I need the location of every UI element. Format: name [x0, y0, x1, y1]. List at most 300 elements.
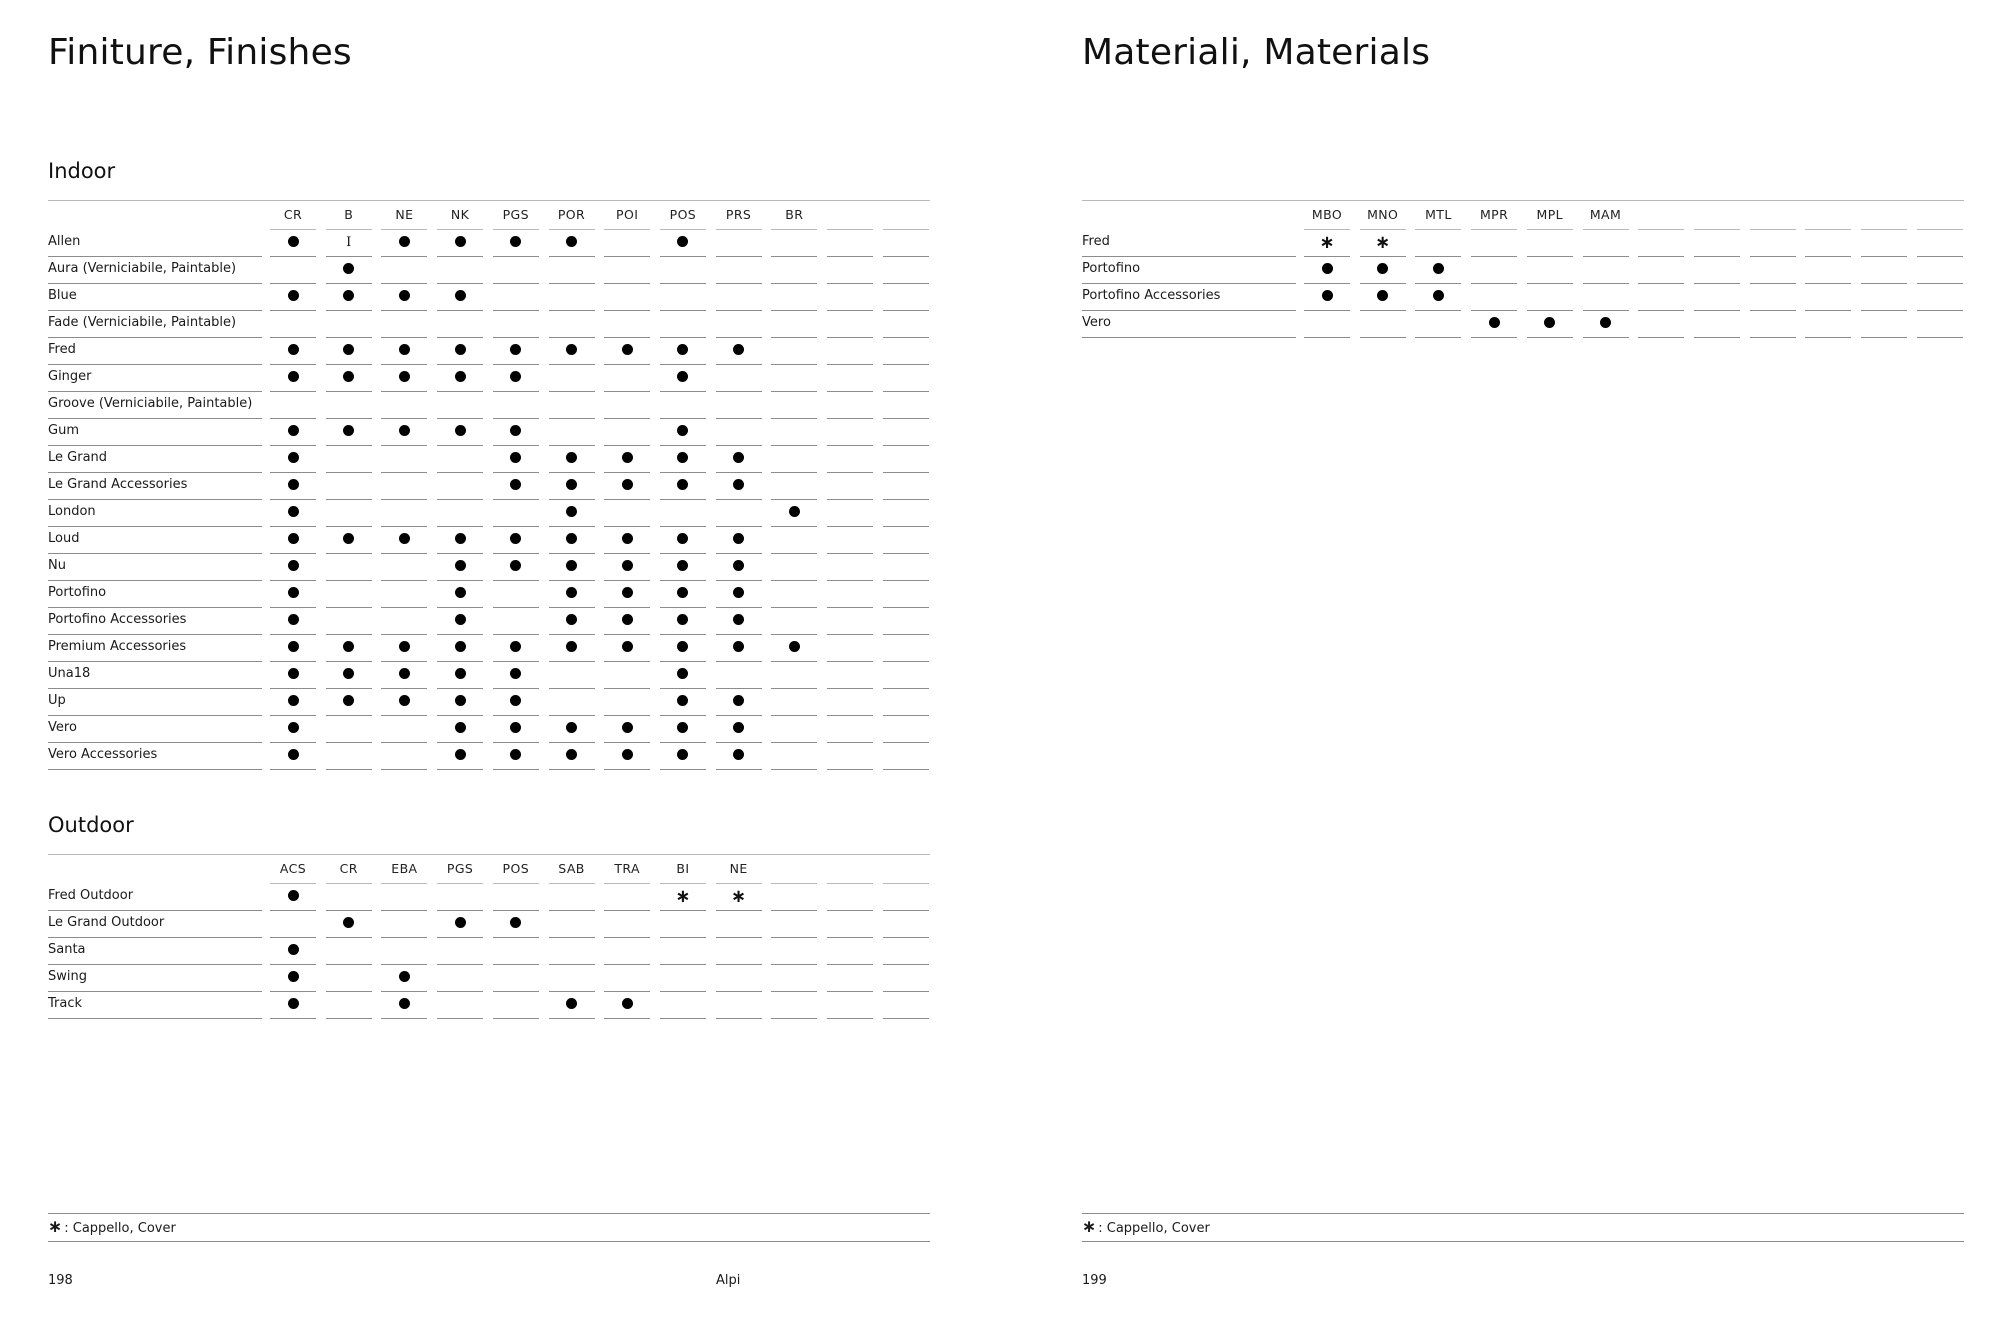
availability-dot-icon [566, 452, 577, 463]
availability-dot-icon [455, 236, 466, 247]
table-cell [660, 500, 706, 527]
table-cell [493, 743, 539, 770]
availability-dot-icon [622, 641, 633, 652]
table-cell [270, 716, 316, 743]
availability-dot-icon [566, 479, 577, 490]
table-cell [716, 992, 762, 1019]
table-cell [270, 938, 316, 965]
table-cell [1638, 284, 1684, 311]
table-row [48, 284, 930, 311]
table-cell [381, 884, 427, 911]
indoor-section-title: Indoor [48, 159, 116, 183]
table-cell [883, 992, 929, 1019]
table-cell [326, 581, 372, 608]
availability-dot-icon [343, 917, 354, 928]
table-cell [549, 311, 595, 338]
table-cell [326, 938, 372, 965]
table-cell [771, 884, 817, 911]
table-cell [883, 938, 929, 965]
table-cell [660, 446, 706, 473]
table-row [48, 938, 930, 965]
indoor-finishes-table [48, 200, 930, 770]
availability-dot-icon [789, 506, 800, 517]
table-cell [437, 419, 483, 446]
column-header: PGS [493, 204, 539, 230]
row-label: Aura (Verniciabile, Paintable) [48, 257, 262, 284]
table-cell [716, 365, 762, 392]
table-cell [549, 338, 595, 365]
table-cell [493, 938, 539, 965]
table-cell [549, 284, 595, 311]
availability-dot-icon [399, 695, 410, 706]
column-header: POS [493, 858, 539, 884]
availability-dot-icon [622, 749, 633, 760]
table-cell [381, 635, 427, 662]
table-cell [493, 365, 539, 392]
table-cell [660, 311, 706, 338]
availability-dot-icon [566, 344, 577, 355]
table-cell [1917, 311, 1963, 338]
table-cell [493, 554, 539, 581]
availability-dot-icon [677, 587, 688, 598]
table-cell [1750, 284, 1796, 311]
availability-dot-icon [566, 236, 577, 247]
table-cell [381, 581, 427, 608]
table-cell [716, 338, 762, 365]
table-cell [771, 689, 817, 716]
column-header: POS [660, 204, 706, 230]
row-label: Blue [48, 284, 262, 311]
asterisk-icon: ∗ [731, 886, 747, 907]
table-cell [326, 608, 372, 635]
table-cell [437, 581, 483, 608]
table-cell [827, 581, 873, 608]
table-cell [326, 365, 372, 392]
table-cell [716, 938, 762, 965]
table-row [48, 689, 930, 716]
table-cell [1415, 284, 1461, 311]
table-cell [1304, 257, 1350, 284]
availability-dot-icon [455, 695, 466, 706]
table-cell [660, 662, 706, 689]
table-cell [549, 500, 595, 527]
table-cell [827, 392, 873, 419]
table-cell [437, 365, 483, 392]
table-row [48, 911, 930, 938]
table-cell [549, 446, 595, 473]
table-cell [660, 965, 706, 992]
table-cell [883, 581, 929, 608]
availability-dot-icon [455, 560, 466, 571]
table-cell [326, 554, 372, 581]
availability-dot-icon [343, 344, 354, 355]
availability-dot-icon [510, 371, 521, 382]
table-cell [1638, 257, 1684, 284]
availability-dot-icon [455, 641, 466, 652]
table-cell [270, 419, 316, 446]
table-cell [660, 392, 706, 419]
column-header: NE [716, 858, 762, 884]
table-cell [549, 419, 595, 446]
availability-dot-icon [677, 695, 688, 706]
table-cell [549, 743, 595, 770]
table-cell [326, 884, 372, 911]
availability-dot-icon [399, 290, 410, 301]
footnote [1082, 1213, 1964, 1242]
table-cell [827, 311, 873, 338]
row-label: Portofino Accessories [48, 608, 262, 635]
table-cell [1583, 311, 1629, 338]
availability-dot-icon [288, 371, 299, 382]
table-cell [716, 689, 762, 716]
table-cell [660, 338, 706, 365]
header-label-spacer [48, 201, 262, 227]
asterisk-icon: ∗ [675, 886, 691, 907]
availability-dot-icon [343, 290, 354, 301]
availability-dot-icon [343, 425, 354, 436]
row-label: Premium Accessories [48, 635, 262, 662]
column-header: CR [270, 204, 316, 230]
table-cell [493, 716, 539, 743]
table-cell [827, 446, 873, 473]
table-cell [437, 689, 483, 716]
table-cell [827, 635, 873, 662]
table-cell [716, 230, 762, 257]
table-cell [549, 635, 595, 662]
availability-dot-icon [288, 695, 299, 706]
table-cell [883, 365, 929, 392]
table-cell [381, 500, 427, 527]
table-cell [1694, 284, 1740, 311]
table-cell [827, 608, 873, 635]
availability-dot-icon [677, 749, 688, 760]
availability-dot-icon [288, 506, 299, 517]
table-cell [827, 884, 873, 911]
table-cell [270, 527, 316, 554]
table-cell [883, 230, 929, 257]
table-cell [660, 608, 706, 635]
table-cell [549, 965, 595, 992]
table-cell [1360, 284, 1406, 311]
table-cell [827, 419, 873, 446]
table-cell [771, 581, 817, 608]
table-cell [326, 392, 372, 419]
table-cell [660, 884, 706, 911]
availability-dot-icon [1600, 317, 1611, 328]
table-cell [549, 662, 595, 689]
column-header: CR [326, 858, 372, 884]
availability-dot-icon [288, 236, 299, 247]
table-cell [660, 635, 706, 662]
column-header: PGS [437, 858, 483, 884]
table-cell [549, 473, 595, 500]
table-row [48, 554, 930, 581]
table-cell [437, 992, 483, 1019]
table-cell [716, 257, 762, 284]
footnote [48, 1213, 930, 1242]
availability-dot-icon [733, 722, 744, 733]
availability-dot-icon [455, 749, 466, 760]
table-cell [381, 419, 427, 446]
table-cell [716, 473, 762, 500]
table-cell [549, 992, 595, 1019]
availability-dot-icon [789, 641, 800, 652]
table-row [1082, 311, 1964, 338]
asterisk-icon: ∗ [48, 1217, 63, 1237]
table-cell [493, 257, 539, 284]
table-cell [660, 992, 706, 1019]
table-cell [1527, 257, 1573, 284]
table-cell [604, 689, 650, 716]
table-row [48, 419, 930, 446]
availability-dot-icon [455, 917, 466, 928]
table-cell [883, 257, 929, 284]
table-cell [326, 473, 372, 500]
availability-dot-icon [1322, 290, 1333, 301]
availability-dot-icon [733, 479, 744, 490]
table-cell [883, 446, 929, 473]
table-cell [326, 311, 372, 338]
table-cell [771, 392, 817, 419]
table-cell [437, 743, 483, 770]
table-cell [493, 689, 539, 716]
table-cell [270, 284, 316, 311]
table-row [48, 311, 930, 338]
availability-dot-icon [343, 263, 354, 274]
column-header [1694, 204, 1740, 230]
table-cell [716, 884, 762, 911]
table-cell [771, 257, 817, 284]
column-header: MNO [1360, 204, 1406, 230]
availability-dot-icon [399, 971, 410, 982]
table-cell [381, 743, 427, 770]
column-header: BI [660, 858, 706, 884]
availability-dot-icon [288, 452, 299, 463]
table-row [48, 992, 930, 1019]
table-row [48, 527, 930, 554]
asterisk-icon: ∗ [1319, 232, 1335, 253]
table-cell [883, 554, 929, 581]
table-cell [604, 938, 650, 965]
table-cell [827, 338, 873, 365]
table-cell [270, 257, 316, 284]
table-cell [437, 635, 483, 662]
table-cell [716, 554, 762, 581]
table-cell [437, 446, 483, 473]
availability-dot-icon [343, 695, 354, 706]
table-cell [437, 338, 483, 365]
table-cell [827, 965, 873, 992]
availability-dot-icon [677, 668, 688, 679]
table-cell [549, 581, 595, 608]
availability-dot-icon [677, 479, 688, 490]
column-header: NE [381, 204, 427, 230]
column-header [883, 204, 929, 230]
table-cell [883, 911, 929, 938]
table-cell [1750, 257, 1796, 284]
table-cell [883, 311, 929, 338]
table-row [48, 257, 930, 284]
availability-dot-icon [510, 479, 521, 490]
table-cell [883, 716, 929, 743]
row-label: Portofino [48, 581, 262, 608]
availability-dot-icon [455, 290, 466, 301]
table-cell [604, 500, 650, 527]
column-header: MPL [1527, 204, 1573, 230]
table-cell [771, 500, 817, 527]
table-cell [716, 581, 762, 608]
table-cell [549, 716, 595, 743]
table-cell [1583, 284, 1629, 311]
table-cell [604, 473, 650, 500]
table-cell [437, 938, 483, 965]
table-cell [716, 392, 762, 419]
table-cell [604, 581, 650, 608]
table-cell [381, 284, 427, 311]
availability-dot-icon [510, 749, 521, 760]
table-cell [1805, 230, 1851, 257]
availability-dot-icon [399, 533, 410, 544]
table-row [48, 338, 930, 365]
table-cell [604, 608, 650, 635]
table-cell [883, 635, 929, 662]
table-cell [771, 338, 817, 365]
row-label: Swing [48, 965, 262, 992]
table-cell [604, 365, 650, 392]
outdoor-section-title: Outdoor [48, 813, 134, 837]
table-cell [716, 500, 762, 527]
table-cell [716, 446, 762, 473]
row-label: Una18 [48, 662, 262, 689]
table-cell [604, 911, 650, 938]
table-cell [437, 473, 483, 500]
availability-dot-icon [455, 722, 466, 733]
table-cell [270, 473, 316, 500]
header-label-spacer [48, 855, 262, 881]
table-cell [883, 743, 929, 770]
table-cell [1805, 311, 1851, 338]
table-cell [326, 716, 372, 743]
availability-dot-icon [622, 722, 633, 733]
table-cell [381, 257, 427, 284]
table-cell [326, 743, 372, 770]
table-cell [1917, 284, 1963, 311]
column-header [1917, 204, 1963, 230]
availability-dot-icon [288, 971, 299, 982]
availability-dot-icon [399, 371, 410, 382]
table-cell [437, 257, 483, 284]
row-label: Fade (Verniciabile, Paintable) [48, 311, 262, 338]
table-cell [660, 473, 706, 500]
materials-table [1082, 200, 1964, 338]
table-row [48, 500, 930, 527]
table-row [48, 365, 930, 392]
table-cell [716, 419, 762, 446]
table-cell [1861, 230, 1907, 257]
column-header [883, 858, 929, 884]
table-cell [437, 311, 483, 338]
availability-dot-icon [733, 560, 744, 571]
table-row [48, 662, 930, 689]
availability-dot-icon [677, 641, 688, 652]
availability-dot-icon [622, 344, 633, 355]
footnote-text: : Cappello, Cover [64, 1221, 176, 1236]
table-cell [771, 311, 817, 338]
table-cell [381, 473, 427, 500]
table-cell [771, 965, 817, 992]
table-cell [437, 911, 483, 938]
availability-dot-icon [510, 722, 521, 733]
table-cell [771, 662, 817, 689]
table-cell [1583, 257, 1629, 284]
column-header: ACS [270, 858, 316, 884]
table-cell [827, 689, 873, 716]
availability-dot-icon [510, 560, 521, 571]
table-cell [549, 257, 595, 284]
table-cell [604, 743, 650, 770]
table-cell [381, 392, 427, 419]
availability-dot-icon [399, 344, 410, 355]
table-cell [1527, 311, 1573, 338]
table-cell [604, 662, 650, 689]
table-cell [1694, 257, 1740, 284]
table-cell [1471, 230, 1517, 257]
table-cell [660, 365, 706, 392]
availability-dot-icon [288, 533, 299, 544]
table-cell [827, 473, 873, 500]
page-title: Finiture, Finishes [48, 32, 352, 73]
column-header [1805, 204, 1851, 230]
table-cell [549, 911, 595, 938]
table-cell [326, 230, 372, 257]
table-cell [549, 392, 595, 419]
table-cell [326, 527, 372, 554]
availability-dot-icon [288, 641, 299, 652]
table-cell [771, 911, 817, 938]
left-page [48, 0, 930, 1333]
table-cell [549, 938, 595, 965]
availability-dot-icon [288, 722, 299, 733]
availability-dot-icon [510, 425, 521, 436]
table-cell [381, 365, 427, 392]
table-cell [326, 965, 372, 992]
table-cell [1694, 311, 1740, 338]
table-cell [493, 446, 539, 473]
column-header: MTL [1415, 204, 1461, 230]
availability-dot-icon [510, 452, 521, 463]
asterisk-icon: ∗ [1082, 1217, 1097, 1237]
table-row [1082, 257, 1964, 284]
table-cell [493, 884, 539, 911]
availability-dot-icon [677, 560, 688, 571]
table-cell [827, 365, 873, 392]
availability-dot-icon [455, 533, 466, 544]
table-cell [883, 884, 929, 911]
table-cell [326, 635, 372, 662]
availability-dot-icon [288, 890, 299, 901]
table-cell [1360, 257, 1406, 284]
table-cell [771, 716, 817, 743]
row-label: Le Grand Outdoor [48, 911, 262, 938]
table-cell [827, 500, 873, 527]
table-cell [493, 581, 539, 608]
column-header: MAM [1583, 204, 1629, 230]
table-cell [493, 911, 539, 938]
table-cell [493, 230, 539, 257]
table-row [48, 581, 930, 608]
table-cell [270, 689, 316, 716]
availability-dot-icon [399, 236, 410, 247]
